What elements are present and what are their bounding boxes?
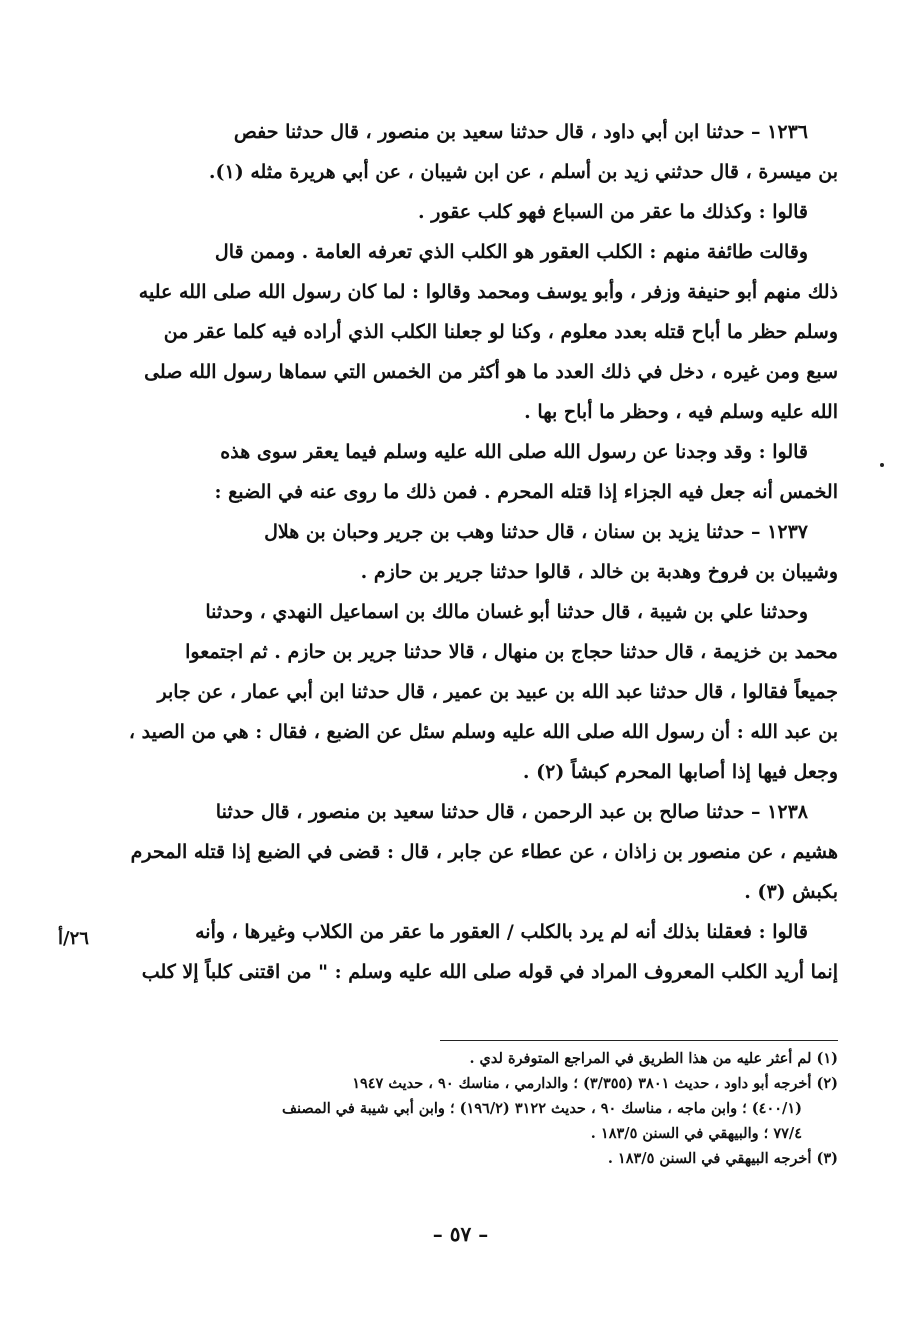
footnote-3: (٣) أخرجه البيهقي في السنن ١٨٣/٥ . (607, 1149, 838, 1167)
paragraph-line: ذلك منهم أبو حنيفة وزفر ، وأبو يوسف ومحمد وقالوا : لما كان رسول الله صلى الله عليه (138, 280, 838, 303)
page-number: – ٥٧ – (432, 1222, 489, 1246)
paragraph-line: وسلم حظر ما أباح قتله بعدد معلوم ، وكنا لو جعلنا الكلب الذي أراده فيه كلما عقر من (163, 320, 838, 343)
main-text (118, 112, 838, 992)
hadith-1236-line-1: ١٢٣٦ – حدثنا ابن أبي داود ، قال حدثنا سعيد بن منصور ، قال حدثنا حفص (233, 120, 808, 143)
hadith-1237-line-1: ١٢٣٧ – حدثنا يزيد بن سنان ، قال حدثنا وهب بن جرير وحبان بن هلال (264, 520, 808, 543)
footnote-2: (٢) أخرجه أبو داود ، حديث ٣٨٠١ (٣/٣٥٥) ؛ والدارمي ، مناسك ٩٠ ، حديث ١٩٤٧ (352, 1074, 838, 1092)
paragraph-line: وجعل فيها إذا أصابها المحرم كبشاً (٢) . (522, 760, 838, 783)
footnote-divider (440, 1040, 838, 1041)
footnote-2-continued: ٧٧/٤ ؛ والبيهقي في السنن ١٨٣/٥ . (590, 1124, 802, 1142)
paragraph-line: الخمس أنه جعل فيه الجزاء إذا قتله المحرم . فمن ذلك ما روى عنه في الضبع : (214, 480, 838, 503)
paragraph-line: قالوا : وقد وجدنا عن رسول الله صلى الله عليه وسلم فيما يعقر سوى هذه (220, 440, 808, 463)
paragraph-line: جميعاً فقالوا ، قال حدثنا عبد الله بن عبيد بن عمير ، قال حدثنا ابن أبي عمار ، عن جابر (157, 680, 838, 703)
paragraph-line: الله عليه وسلم فيه ، وحظر ما أباح بها . (524, 400, 838, 423)
stray-dot (880, 463, 884, 467)
manuscript-folio-marker: ٢٦/أ (58, 928, 89, 949)
paragraph-line: قالوا : فعقلنا بذلك أنه لم يرد بالكلب / العقور ما عقر من الكلاب وغيرها ، وأنه (195, 920, 808, 943)
hadith-1236-line-2: بن ميسرة ، قال حدثني زيد بن أسلم ، عن ابن شيبان ، عن أبي هريرة مثله (١). (208, 160, 838, 183)
paragraph-line: وحدثنا علي بن شيبة ، قال حدثنا أبو غسان مالك بن اسماعيل النهدي ، وحدثنا (205, 600, 808, 623)
hadith-1237-line-2: وشيبان بن فروخ وهدبة بن خالد ، قالوا حدثنا جرير بن حازم . (360, 560, 838, 583)
paragraph-line: بن عبد الله : أن رسول الله صلى الله عليه وسلم سئل عن الضبع ، فقال : هي من الصيد ، (128, 720, 838, 743)
footnote-2-continued: (٤٠٠/١) ؛ وابن ماجه ، مناسك ٩٠ ، حديث ٣١٢٢ (١٩٦/٢) ؛ وابن أبي شيبة في المصنف (281, 1099, 802, 1117)
hadith-1238-line-3: بكبش (٣) . (744, 880, 838, 903)
paragraph-line: سبع ومن غيره ، دخل في ذلك العدد ما هو أكثر من الخمس التي سماها رسول الله صلى (144, 360, 838, 383)
paragraph-line: وقالت طائفة منهم : الكلب العقور هو الكلب الذي تعرفه العامة . وممن قال (214, 240, 808, 263)
hadith-1238-line-1: ١٢٣٨ – حدثنا صالح بن عبد الرحمن ، قال حدثنا سعيد بن منصور ، قال حدثنا (215, 800, 808, 823)
hadith-1238-line-2: هشيم ، عن منصور بن زاذان ، عن عطاء عن جابر ، قال : قضى في الضبع إذا قتله المحرم (130, 840, 838, 863)
footnote-1: (١) لم أعثر عليه من هذا الطريق في المراجع المتوفرة لدي . (469, 1049, 838, 1067)
paragraph-line: محمد بن خزيمة ، قال حدثنا حجاج بن منهال ، قالا حدثنا جرير بن حازم . ثم اجتمعوا (185, 640, 838, 663)
paragraph-line: قالوا : وكذلك ما عقر من السباع فهو كلب عقور . (417, 200, 808, 223)
paragraph-line: إنما أريد الكلب المعروف المراد في قوله صلى الله عليه وسلم : " من اقتنى كلباً إلا كلب (141, 960, 838, 983)
footnotes (118, 1046, 838, 1171)
